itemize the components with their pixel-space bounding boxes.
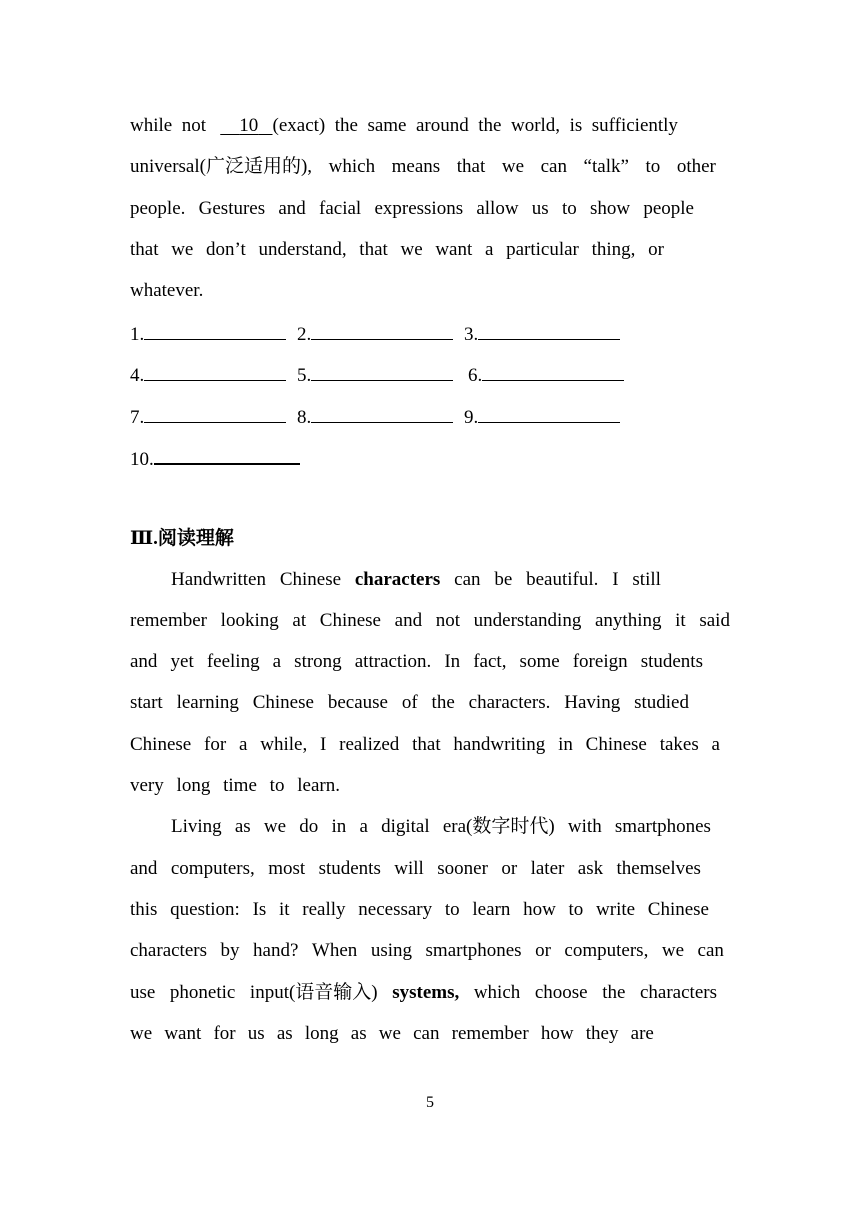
word: understand, — [258, 239, 347, 260]
word: as — [234, 816, 251, 837]
answer-line — [311, 363, 453, 381]
word: most — [268, 858, 306, 879]
word: be — [494, 569, 513, 590]
word: time — [223, 775, 257, 796]
word: don’t — [206, 239, 246, 260]
word: learn. — [297, 775, 340, 796]
answer-number: 1. — [130, 324, 145, 345]
word: a — [359, 816, 368, 837]
word: thing, — [591, 239, 636, 260]
word: (exact) — [272, 115, 326, 136]
p2-line-1 — [171, 816, 711, 838]
word: studied — [634, 692, 689, 713]
word: can — [413, 1023, 440, 1044]
word: looking — [220, 610, 279, 631]
word: long — [176, 775, 211, 796]
word: really — [302, 899, 346, 920]
word: some — [519, 651, 560, 672]
word: want — [164, 1023, 202, 1044]
blank-10 — [220, 115, 272, 136]
word: will — [394, 858, 424, 879]
word: very — [130, 775, 164, 796]
word: takes — [659, 734, 699, 755]
word: learn — [472, 899, 511, 920]
word: we — [378, 1023, 401, 1044]
word: Gestures — [198, 198, 266, 219]
answer-number: 6. — [468, 365, 483, 386]
word: choose — [534, 982, 588, 1003]
word: while, — [260, 734, 308, 755]
word: the — [431, 692, 455, 713]
word: yet — [170, 651, 194, 672]
word: still — [632, 569, 661, 590]
word: universal(广泛适用的), — [130, 156, 313, 177]
word: ask — [577, 858, 604, 879]
word: which — [328, 156, 376, 177]
word: that — [359, 239, 388, 260]
word: not — [435, 610, 461, 631]
word: I — [612, 569, 619, 590]
word: realized — [339, 734, 400, 755]
answer-number: 2. — [297, 324, 312, 345]
word: allow — [476, 198, 519, 219]
word: sufficiently — [591, 115, 678, 136]
answer-line — [311, 322, 453, 340]
word: by — [220, 940, 240, 961]
word: Having — [564, 692, 621, 713]
word: students — [318, 858, 381, 879]
blank-10-number: 10 — [239, 115, 259, 136]
p1-line-1 — [171, 569, 661, 591]
word: we — [130, 1023, 153, 1044]
word: long — [304, 1023, 339, 1044]
word: anything — [594, 610, 662, 631]
word: expressions — [374, 198, 464, 219]
answer-line — [144, 322, 286, 340]
word: foreign — [572, 651, 628, 672]
word: around — [416, 115, 469, 136]
word: want — [435, 239, 473, 260]
word: said — [699, 610, 730, 631]
answer-blank-3[interactable] — [464, 322, 620, 346]
word: write — [596, 899, 636, 920]
passage-line-4 — [130, 239, 664, 261]
answer-blank-9[interactable] — [464, 405, 620, 429]
word: it — [675, 610, 686, 631]
answer-blank-4[interactable] — [130, 363, 286, 387]
word: show — [589, 198, 631, 219]
word: to — [444, 899, 460, 920]
word: while — [130, 115, 173, 136]
word: that — [412, 734, 441, 755]
word: are — [630, 1023, 654, 1044]
word: world, — [510, 115, 561, 136]
answer-blank-5[interactable] — [297, 363, 453, 387]
word: or — [501, 858, 518, 879]
answer-number: 9. — [464, 407, 479, 428]
word: and — [130, 651, 158, 672]
answer-line — [154, 446, 300, 465]
word: this — [130, 899, 158, 920]
word: in — [558, 734, 573, 755]
answer-blank-1[interactable] — [130, 322, 286, 346]
p1-line-5 — [130, 734, 720, 756]
passage-line-1 — [130, 115, 714, 137]
word: use — [130, 982, 156, 1003]
passage-line-3 — [130, 198, 694, 220]
word: can — [454, 569, 481, 590]
word: we — [171, 239, 194, 260]
word: characters — [130, 940, 207, 961]
word: question: — [170, 899, 240, 920]
word: to — [561, 198, 577, 219]
word: remember — [130, 610, 208, 631]
word: Handwritten — [171, 569, 266, 590]
answer-blank-8[interactable] — [297, 405, 453, 429]
word: Chinese — [130, 734, 192, 755]
word: at — [292, 610, 307, 631]
passage-line-2 — [130, 156, 716, 178]
word: is — [569, 115, 583, 136]
word: a — [484, 239, 494, 260]
word: and — [130, 858, 158, 879]
p1-line-4 — [130, 692, 689, 714]
word: I — [320, 734, 327, 755]
word: characters. — [468, 692, 551, 713]
word: for — [204, 734, 227, 755]
word: of — [401, 692, 418, 713]
word: people. — [130, 198, 186, 219]
word: the — [602, 982, 626, 1003]
word: Chinese — [585, 734, 647, 755]
word: sooner — [437, 858, 488, 879]
word: characters — [639, 982, 717, 1003]
answer-line — [144, 363, 286, 381]
answer-number: 8. — [297, 407, 312, 428]
word: When — [311, 940, 358, 961]
word: to — [269, 775, 285, 796]
word: era(数字时代) — [442, 816, 555, 837]
word: us — [247, 1023, 265, 1044]
word: input(语音输入) — [249, 982, 378, 1003]
word: we — [661, 940, 684, 961]
answer-number: 3. — [464, 324, 479, 345]
answer-blank-10[interactable] — [130, 446, 300, 471]
word: the — [334, 115, 358, 136]
word: us — [531, 198, 549, 219]
word: themselves — [616, 858, 701, 879]
word: can — [540, 156, 567, 177]
answer-line — [478, 322, 620, 340]
word: we — [263, 816, 287, 837]
word: they — [585, 1023, 619, 1044]
word: same — [367, 115, 407, 136]
word: do — [299, 816, 319, 837]
answer-number: 4. — [130, 365, 145, 386]
p2-line-6 — [130, 1023, 654, 1045]
word: Living — [171, 816, 222, 837]
word: a — [711, 734, 720, 755]
p2-line-5 — [130, 982, 717, 1004]
word: phonetic — [169, 982, 236, 1003]
word: particular — [506, 239, 579, 260]
word: feeling — [206, 651, 260, 672]
answer-line — [482, 363, 624, 381]
word: remember — [451, 1023, 529, 1044]
answer-number: 7. — [130, 407, 145, 428]
word: understanding — [473, 610, 582, 631]
word: In — [444, 651, 461, 672]
word: we — [400, 239, 423, 260]
answer-line — [311, 405, 453, 423]
word: or — [648, 239, 664, 260]
section-heading: Ⅲ.阅读理解 — [130, 528, 234, 549]
word: with — [567, 816, 602, 837]
p2-line-4 — [130, 940, 724, 962]
word: can — [697, 940, 724, 961]
word: hand? — [253, 940, 299, 961]
word: because — [327, 692, 388, 713]
answer-blank-7[interactable] — [130, 405, 286, 429]
page-number: 5 — [426, 1094, 434, 1111]
answer-number: 10. — [130, 449, 154, 470]
word: in — [331, 816, 347, 837]
word: computers, — [170, 858, 255, 879]
word: as — [350, 1023, 367, 1044]
word: people — [643, 198, 694, 219]
bold-word-characters: characters — [354, 569, 441, 590]
answer-blank-2[interactable] — [297, 322, 453, 346]
word: Chinese — [279, 569, 342, 590]
word: handwriting — [453, 734, 546, 755]
word: to — [568, 899, 584, 920]
word: whatever. — [130, 280, 204, 301]
word: strong — [294, 651, 342, 672]
word: digital — [381, 816, 430, 837]
word: facial — [319, 198, 362, 219]
answer-number: 5. — [297, 365, 312, 386]
word: Chinese — [647, 899, 709, 920]
word: Chinese — [252, 692, 314, 713]
word: “talk” — [583, 156, 629, 177]
word: start — [130, 692, 163, 713]
word: and — [394, 610, 423, 631]
word: for — [213, 1023, 236, 1044]
answer-line — [478, 405, 620, 423]
answer-line — [144, 405, 286, 423]
word: attraction. — [354, 651, 432, 672]
word: computers, — [564, 940, 649, 961]
word: as — [276, 1023, 293, 1044]
word: or — [535, 940, 551, 961]
word: learning — [176, 692, 239, 713]
passage-line-5 — [130, 280, 203, 302]
word: Chinese — [319, 610, 381, 631]
word: students — [640, 651, 703, 672]
p1-line-3 — [130, 651, 703, 673]
word: and — [278, 198, 306, 219]
word: a — [272, 651, 282, 672]
word: fact, — [473, 651, 507, 672]
word: Is — [252, 899, 267, 920]
word: how — [540, 1023, 574, 1044]
p1-line-2 — [130, 610, 730, 632]
word: which — [473, 982, 521, 1003]
word: to — [645, 156, 661, 177]
word: smartphones — [425, 940, 522, 961]
p2-line-3 — [130, 899, 709, 921]
p2-line-2 — [130, 858, 701, 880]
word: a — [239, 734, 248, 755]
word: not — [181, 115, 206, 136]
word: that — [456, 156, 486, 177]
word: means — [391, 156, 441, 177]
answer-blank-6[interactable] — [468, 363, 624, 387]
word: how — [523, 899, 556, 920]
word: that — [130, 239, 159, 260]
word: later — [530, 858, 565, 879]
word: necessary — [358, 899, 433, 920]
word: using — [370, 940, 412, 961]
word: beautiful. — [526, 569, 599, 590]
word: smartphones — [614, 816, 711, 837]
word: it — [279, 899, 290, 920]
word: we — [501, 156, 525, 177]
word: the — [478, 115, 502, 136]
p1-line-6 — [130, 775, 340, 797]
word: other — [676, 156, 716, 177]
bold-word-systems: systems, — [392, 982, 460, 1003]
